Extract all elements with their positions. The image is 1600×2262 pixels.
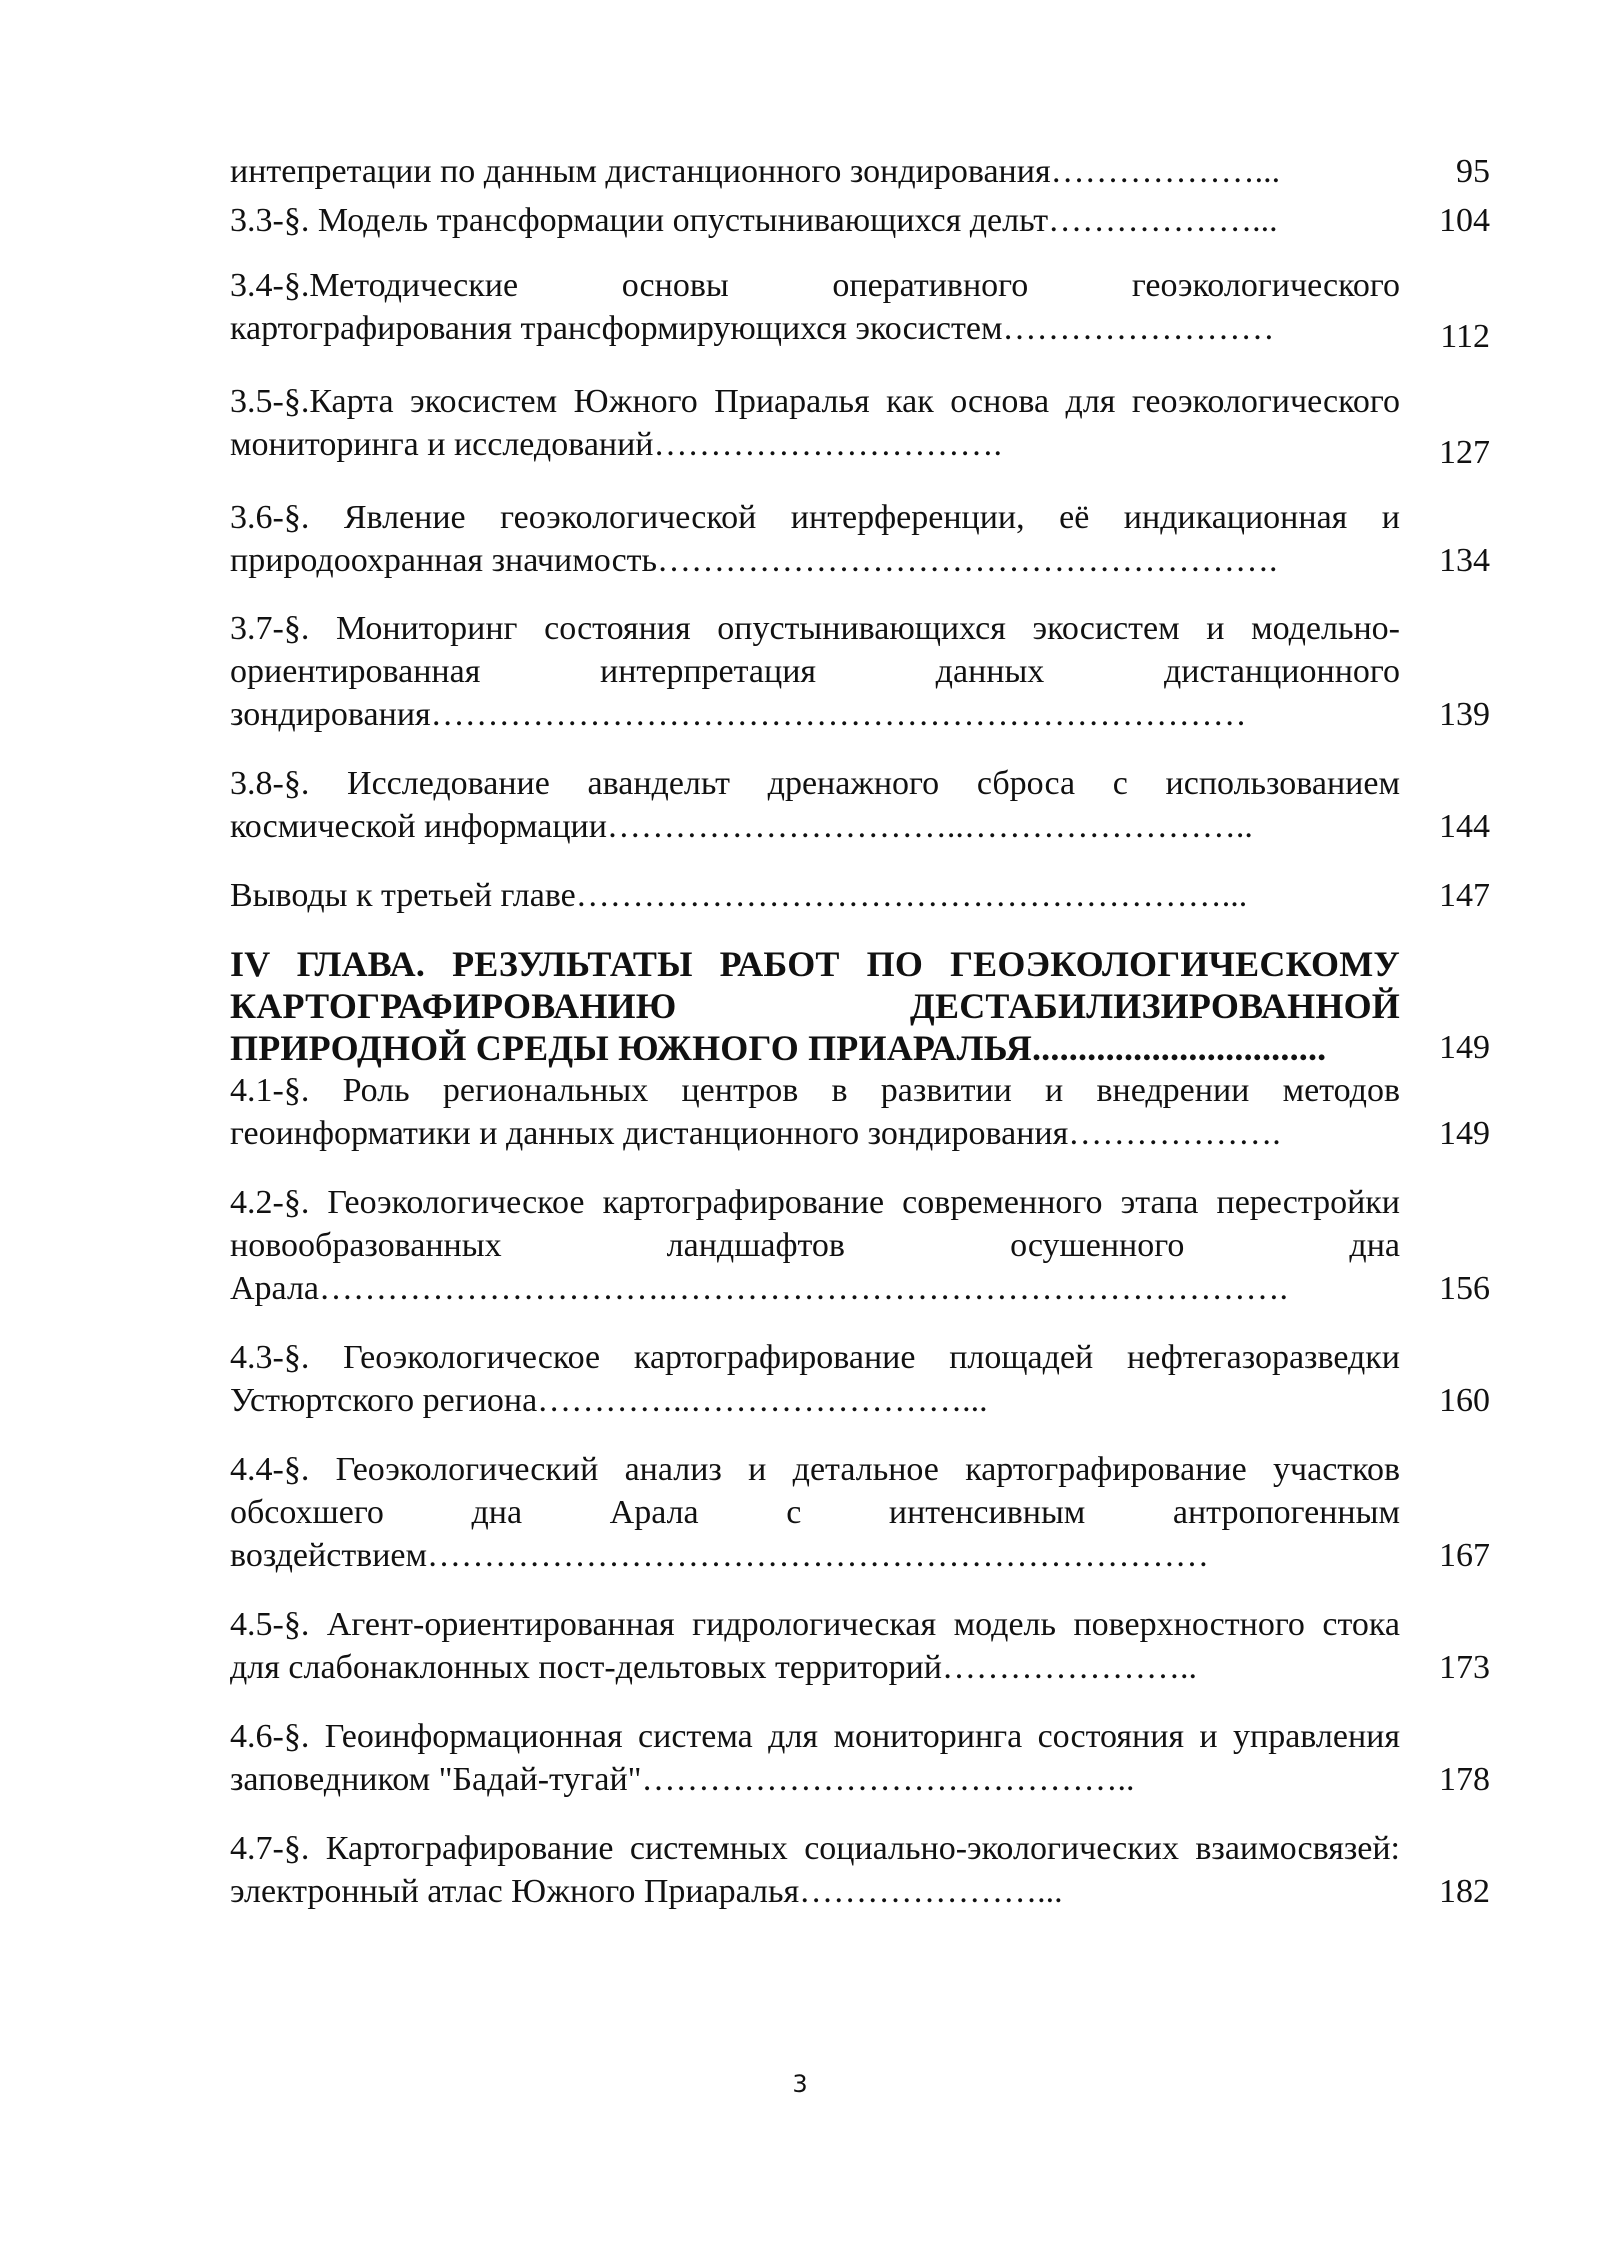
toc-entry-page: 144 [1439, 808, 1490, 845]
toc-entry-4-6 [230, 1715, 1490, 1801]
toc-entry-text: 4.7-§. Картографирование системных социально-экологических взаимосвязей: электронный атлас Южного Приаралья…………………... [230, 1830, 1400, 1910]
toc-entry-page: 134 [1439, 542, 1490, 579]
table-of-contents [230, 150, 1490, 1913]
toc-entry-3-3 [230, 199, 1490, 242]
toc-entry-page: 156 [1439, 1270, 1490, 1307]
toc-entry-conclusions-chapter-3 [230, 874, 1490, 917]
toc-entry-text: 3.3-§. Модель трансформации опустынивающихся дельт………………... [230, 202, 1278, 239]
toc-entry-text: 4.1-§. Роль региональных центров в развитии и внедрении методов геоинформатики и данных дистанционного зондирования………………. [230, 1072, 1400, 1152]
toc-entry-page: 167 [1439, 1537, 1490, 1574]
toc-entry-page: 173 [1439, 1649, 1490, 1686]
toc-entry-page: 127 [1439, 434, 1490, 471]
toc-entry-text: 3.8-§. Исследование авандельт дренажного сброса с использованием космической информации…………………………..…………………….. [230, 765, 1400, 845]
toc-entry-page: 104 [1439, 202, 1490, 239]
toc-entry-4-3 [230, 1336, 1490, 1422]
toc-entry-text: 3.5-§.Карта экосистем Южного Приаралья как основа для геоэкологического мониторинга и исследований…………………………. [230, 383, 1400, 463]
toc-entry-text: 3.7-§. Мониторинг состояния опустынивающихся экосистем и модельно-ориентированная интерпретация данных дистанционного зондирования……………………………………………………………… [230, 610, 1400, 733]
toc-entry-3-7 [230, 607, 1490, 736]
toc-entry-4-5 [230, 1603, 1490, 1689]
toc-entry-page: 182 [1439, 1873, 1490, 1910]
toc-entry-page: 178 [1439, 1761, 1490, 1798]
toc-entry-page: 160 [1439, 1382, 1490, 1419]
toc-entry-3-5 [230, 380, 1490, 471]
toc-entry-page: 149 [1439, 1115, 1490, 1152]
toc-entry-text: 3.6-§. Явление геоэкологической интерференции, её индикационная и природоохранная значимость………………………………………………. [230, 499, 1400, 579]
toc-entry-text: 4.4-§. Геоэкологический анализ и детальное картографирование участков обсохшего дна Арала с интенсивным антропогенным воздействием…………………………………………………………… [230, 1451, 1400, 1574]
toc-entry-page: 95 [1456, 153, 1490, 190]
toc-chapter-heading-text: IV ГЛАВА. РЕЗУЛЬТАТЫ РАБОТ ПО ГЕОЭКОЛОГИЧЕСКОМУ КАРТОГРАФИРОВАНИЮ ДЕСТАБИЛИЗИРОВАННОЙ ПРИРОДНОЙ СРЕДЫ ЮЖНОГО ПРИАРАЛЬЯ................................ [230, 944, 1400, 1068]
toc-entry-4-4 [230, 1448, 1490, 1577]
toc-entry-page: 139 [1439, 696, 1490, 733]
toc-entry-page: 112 [1440, 318, 1490, 355]
toc-entry-continued-interpretation [230, 150, 1490, 193]
toc-entry-text: Выводы к третьей главе…………………………………………………... [230, 877, 1248, 914]
toc-entry-page: 147 [1439, 877, 1490, 914]
toc-entry-page: 149 [1439, 1029, 1490, 1066]
toc-entry-3-6 [230, 496, 1490, 582]
toc-entry-4-7 [230, 1827, 1490, 1913]
toc-entry-3-4 [230, 264, 1490, 355]
toc-chapter-heading-iv [230, 943, 1490, 1069]
toc-entry-text: 4.2-§. Геоэкологическое картографирование современного этапа перестройки новообразованных ландшафтов осушенного дна Арала………………………….………………………………………………. [230, 1184, 1400, 1307]
toc-entry-text: 3.4-§.Методические основы оперативного геоэкологического картографирования трансформирующихся экосистем…………………… [230, 267, 1400, 347]
toc-entry-4-1 [230, 1069, 1490, 1155]
toc-entry-text: 4.5-§. Агент-ориентированная гидрологическая модель поверхностного стока для слабонаклонных пост-дельтовых территорий………………….. [230, 1606, 1400, 1686]
toc-entry-text: интепретации по данным дистанционного зондирования………………... [230, 153, 1281, 190]
page-number: 3 [792, 2070, 808, 2098]
toc-entry-4-2 [230, 1181, 1490, 1310]
toc-entry-3-8 [230, 762, 1490, 848]
toc-entry-text: 4.6-§. Геоинформационная система для мониторинга состояния и управления заповедником "Бадай-тугай"…………………………………….. [230, 1718, 1400, 1798]
toc-entry-text: 4.3-§. Геоэкологическое картографирование площадей нефтегазоразведки Устюртского региона…………..……………………... [230, 1339, 1400, 1419]
